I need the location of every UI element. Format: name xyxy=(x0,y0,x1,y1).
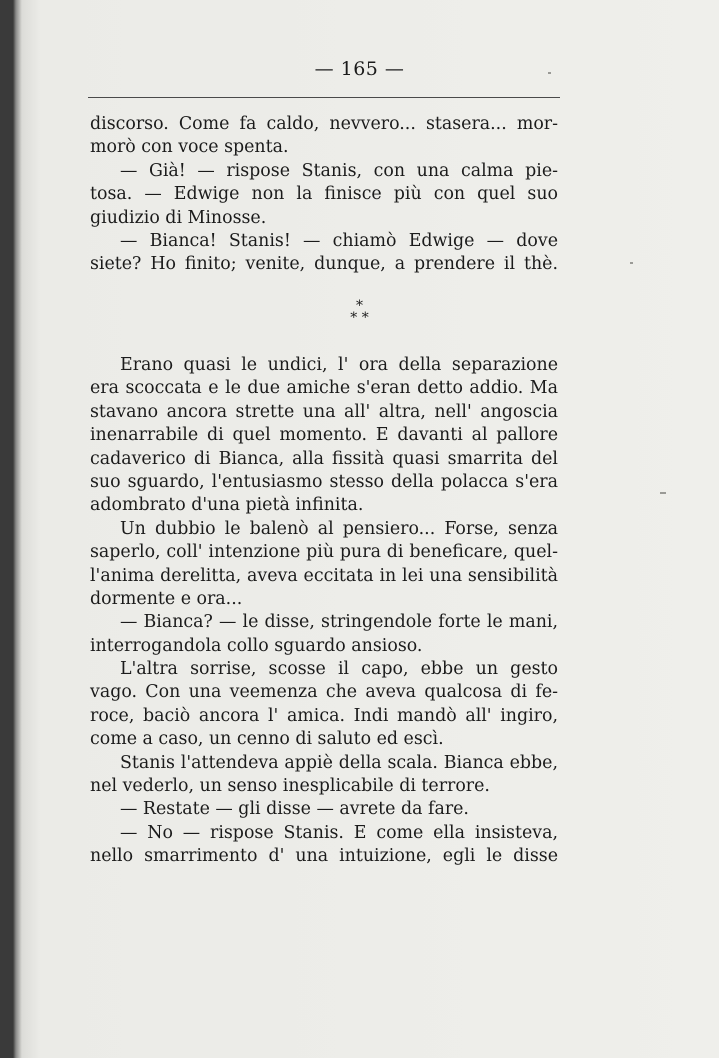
text-line: stavano ancora strette una all' altra, nell' angoscia xyxy=(90,401,558,422)
text-line: Un dubbio le balenò al pensiero... Forse, senza xyxy=(120,518,558,539)
paragraph-block-1 xyxy=(90,113,558,277)
paragraph-block-2 xyxy=(90,354,558,869)
text-line: come a caso, un cenno di saluto ed escì. xyxy=(90,729,444,750)
section-break-asterism xyxy=(0,300,719,324)
text-line: — Bianca! Stanis! — chiamò Edwige — dove xyxy=(120,230,558,251)
text-line: tosa. — Edwige non la finisce più con quel suo xyxy=(90,184,558,205)
text-line: discorso. Come fa caldo, nevvero... stasera... mor- xyxy=(90,114,558,134)
text-line: giudizio di Minosse. xyxy=(90,207,267,228)
text-line: adombrato d'una pietà infinita. xyxy=(90,495,364,516)
text-line: inenarrabile di quel momento. E davanti al pallore xyxy=(90,425,558,446)
text-line: L'altra sorrise, scosse il capo, ebbe un gesto xyxy=(120,659,558,680)
text-line: — Restate — gli disse — avrete da fare. xyxy=(120,799,469,820)
paper-speck xyxy=(548,72,551,74)
page-number-header: — 165 — xyxy=(314,58,405,80)
text-line: interrogandola collo sguardo ansioso. xyxy=(90,635,423,656)
text-line: cadaverico di Bianca, alla fissità quasi smarrita del xyxy=(90,448,558,469)
asterism-bottom: * * xyxy=(350,310,369,326)
text-line: suo sguardo, l'entusiasmo stesso della polacca s'era xyxy=(90,471,558,492)
text-line: dormente e ora... xyxy=(90,588,243,609)
text-line: siete? Ho finito; venite, dunque, a prendere il thè. xyxy=(90,254,558,275)
text-line: Stanis l'attendeva appiè della scala. Bianca ebbe, xyxy=(120,752,558,773)
paper-speck xyxy=(630,262,633,264)
paper-speck xyxy=(660,492,666,494)
asterism-top: * xyxy=(356,298,363,314)
text-line: roce, baciò ancora l' amica. Indi mandò all' ingiro, xyxy=(90,705,558,726)
text-line: nello smarrimento d' una intuizione, egli le disse xyxy=(90,846,558,867)
text-line: morò con voce spenta. xyxy=(90,137,289,158)
text-line: saperlo, coll' intenzione più pura di beneficare, quel- xyxy=(90,542,558,563)
header-rule xyxy=(88,97,560,98)
text-line: l'anima derelitta, aveva eccitata in lei una sensibilità xyxy=(90,565,558,586)
text-line: nel vederlo, un senso inesplicabile di terrore. xyxy=(90,776,490,797)
text-line: — No — rispose Stanis. E come ella insisteva, xyxy=(120,822,558,843)
text-line: — Bianca? — le disse, stringendole forte le mani, xyxy=(120,612,558,633)
text-line: Erano quasi le undici, l' ora della separazione xyxy=(120,355,558,375)
text-line: vago. Con una veemenza che aveva qualcosa di fe- xyxy=(90,682,558,703)
text-line: era scoccata e le due amiche s'eran detto addio. Ma xyxy=(90,378,558,399)
text-line: — Già! — rispose Stanis, con una calma pie- xyxy=(120,160,558,181)
